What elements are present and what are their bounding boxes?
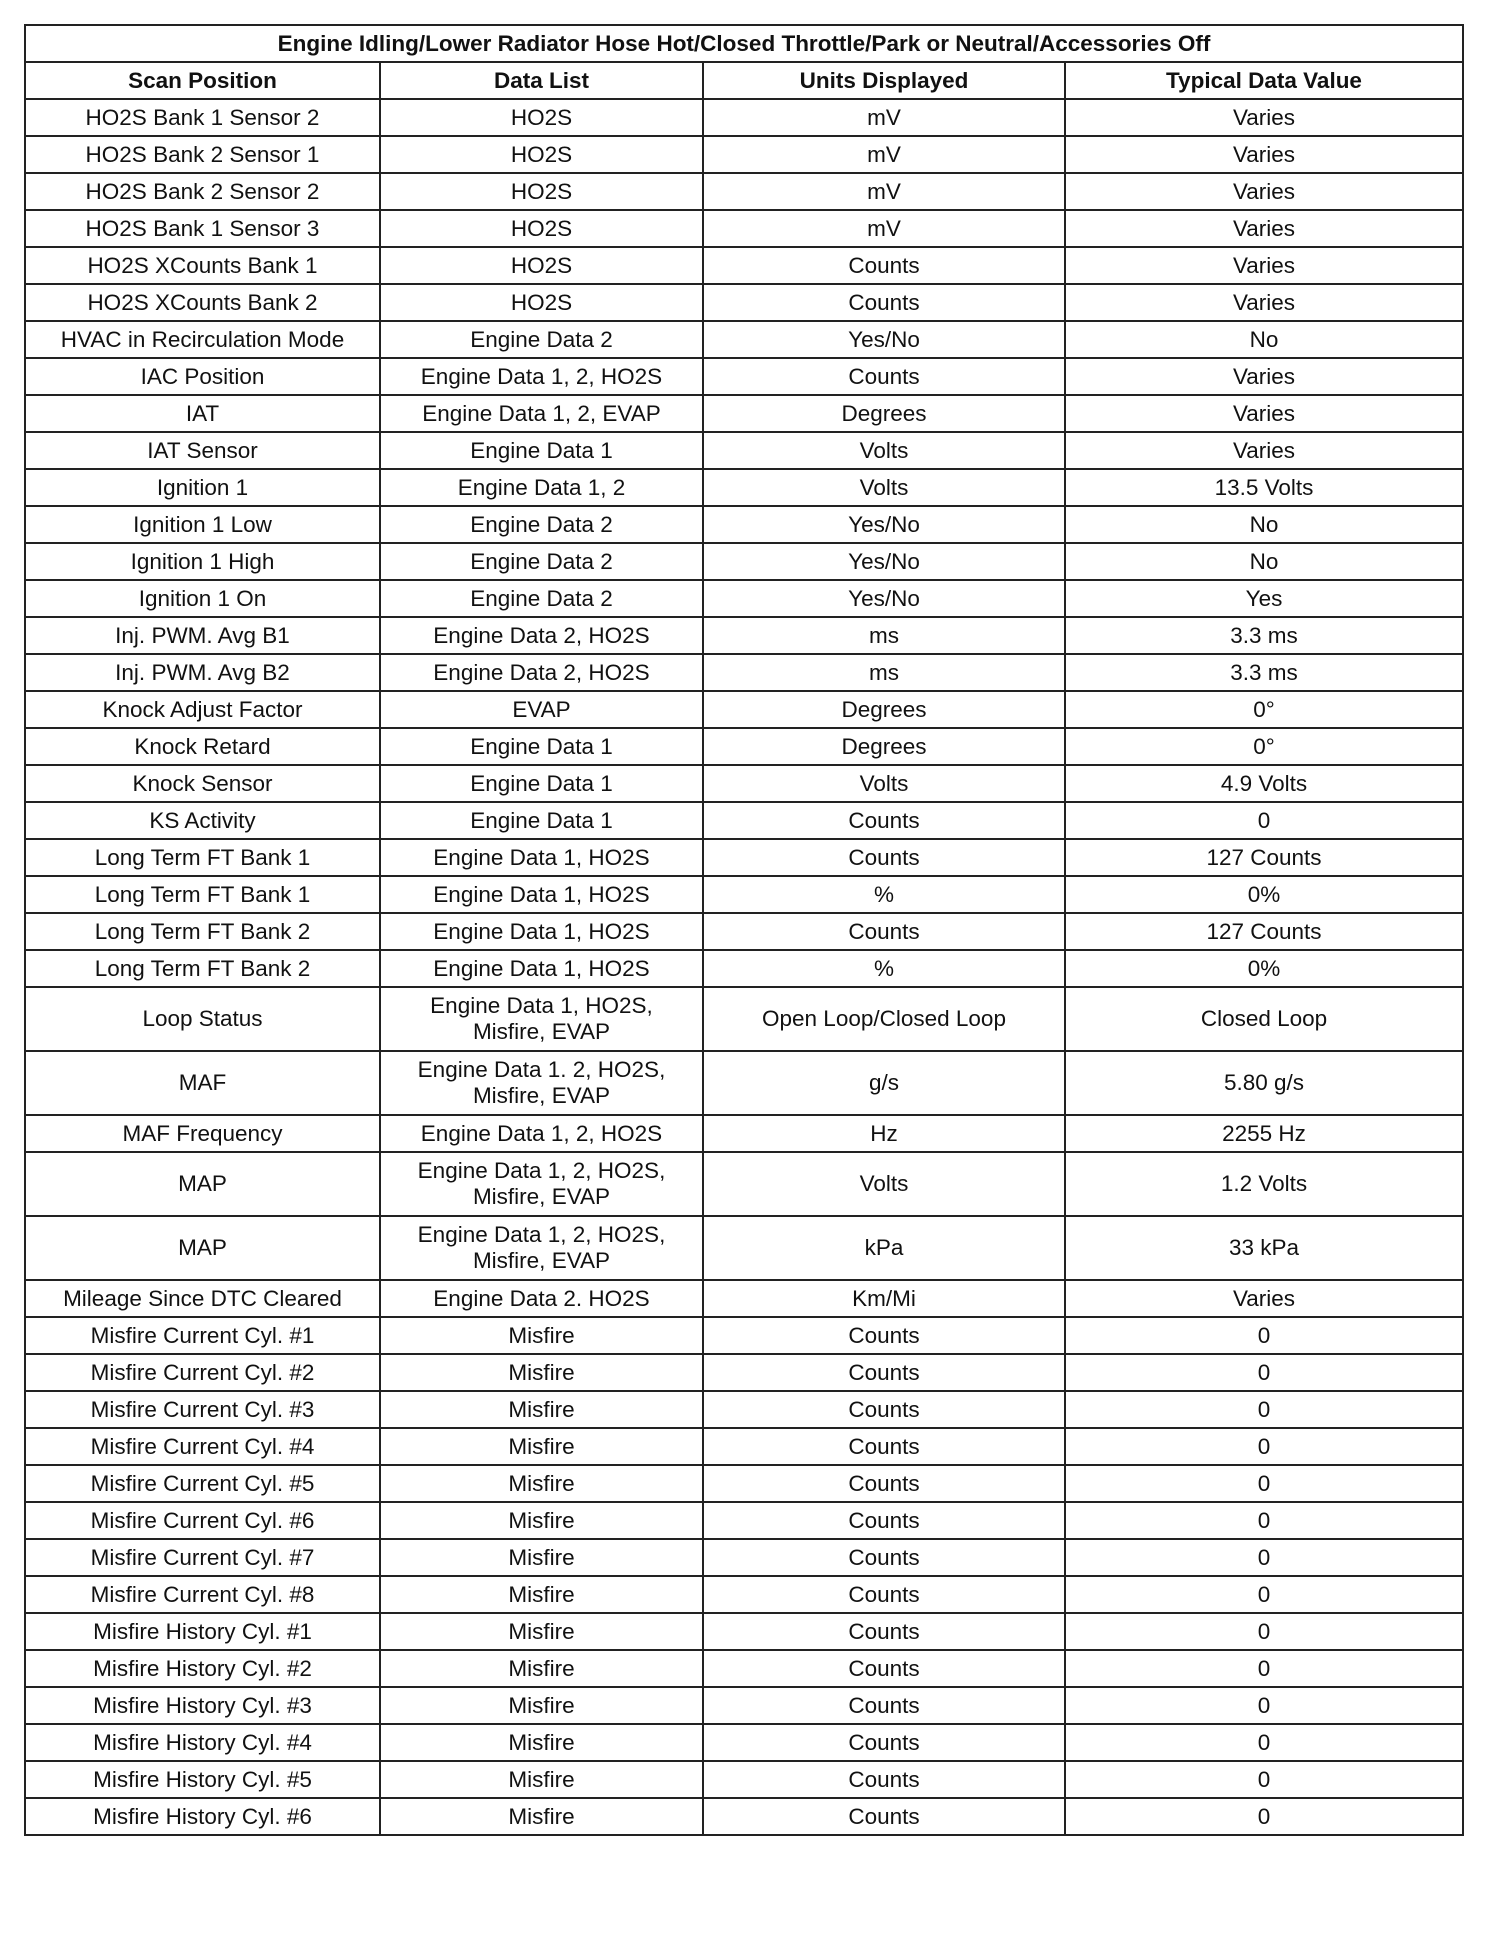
- table-row: [25, 1724, 1463, 1761]
- typical-data-value-cell: 0%: [1065, 950, 1463, 987]
- units-displayed-cell: mV: [703, 99, 1065, 136]
- data-list-cell: Engine Data 1: [380, 765, 703, 802]
- units-displayed-cell: Counts: [703, 1428, 1065, 1465]
- units-displayed-cell: ms: [703, 617, 1065, 654]
- table-row: [25, 617, 1463, 654]
- scan-position-cell: HO2S Bank 1 Sensor 3: [25, 210, 380, 247]
- scan-position-cell: HO2S Bank 2 Sensor 1: [25, 136, 380, 173]
- scan-position-cell: HVAC in Recirculation Mode: [25, 321, 380, 358]
- units-displayed-cell: kPa: [703, 1216, 1065, 1280]
- data-list-cell: HO2S: [380, 136, 703, 173]
- table-row: [25, 358, 1463, 395]
- units-displayed-cell: Yes/No: [703, 543, 1065, 580]
- table-row: [25, 284, 1463, 321]
- scan-position-cell: Ignition 1: [25, 469, 380, 506]
- units-displayed-cell: Counts: [703, 1576, 1065, 1613]
- scan-position-cell: Misfire History Cyl. #4: [25, 1724, 380, 1761]
- typical-data-value-cell: No: [1065, 321, 1463, 358]
- typical-data-value-cell: Varies: [1065, 99, 1463, 136]
- table-row: [25, 1280, 1463, 1317]
- table-row: [25, 876, 1463, 913]
- table-row: [25, 395, 1463, 432]
- data-list-cell: Engine Data 1: [380, 432, 703, 469]
- typical-data-value-cell: 33 kPa: [1065, 1216, 1463, 1280]
- typical-data-value-cell: 4.9 Volts: [1065, 765, 1463, 802]
- scan-position-cell: Misfire Current Cyl. #8: [25, 1576, 380, 1613]
- typical-data-value-cell: Varies: [1065, 247, 1463, 284]
- data-list-cell: Engine Data 1, 2, HO2S, Misfire, EVAP: [380, 1152, 703, 1216]
- units-displayed-cell: Counts: [703, 1724, 1065, 1761]
- scan-position-cell: MAP: [25, 1216, 380, 1280]
- table-row: [25, 839, 1463, 876]
- units-displayed-cell: Counts: [703, 1650, 1065, 1687]
- data-list-cell: Misfire: [380, 1761, 703, 1798]
- data-list-cell: Engine Data 2: [380, 580, 703, 617]
- data-list-cell: Engine Data 1, HO2S: [380, 913, 703, 950]
- typical-data-value-cell: Yes: [1065, 580, 1463, 617]
- typical-data-value-cell: 127 Counts: [1065, 913, 1463, 950]
- units-displayed-cell: g/s: [703, 1051, 1065, 1115]
- data-list-cell: Engine Data 1, HO2S: [380, 950, 703, 987]
- data-list-cell: Engine Data 2: [380, 321, 703, 358]
- typical-data-value-cell: 0: [1065, 1391, 1463, 1428]
- data-list-cell: Misfire: [380, 1391, 703, 1428]
- data-list-cell: Engine Data 1, 2, HO2S: [380, 358, 703, 395]
- table-row: [25, 1465, 1463, 1502]
- units-displayed-cell: mV: [703, 173, 1065, 210]
- data-list-cell: HO2S: [380, 284, 703, 321]
- units-displayed-cell: Open Loop/Closed Loop: [703, 987, 1065, 1051]
- table-row: [25, 321, 1463, 358]
- data-list-cell: Misfire: [380, 1724, 703, 1761]
- typical-data-value-cell: Varies: [1065, 395, 1463, 432]
- typical-data-value-cell: Varies: [1065, 1280, 1463, 1317]
- units-displayed-cell: Counts: [703, 1502, 1065, 1539]
- scan-position-cell: Ignition 1 High: [25, 543, 380, 580]
- scan-position-cell: MAP: [25, 1152, 380, 1216]
- typical-data-value-cell: 5.80 g/s: [1065, 1051, 1463, 1115]
- scan-data-table: [24, 24, 1464, 1836]
- typical-data-value-cell: 127 Counts: [1065, 839, 1463, 876]
- data-list-cell: Engine Data 1, HO2S: [380, 876, 703, 913]
- typical-data-value-cell: No: [1065, 543, 1463, 580]
- scan-position-cell: Ignition 1 On: [25, 580, 380, 617]
- units-displayed-cell: %: [703, 950, 1065, 987]
- column-header-scan-position: Scan Position: [25, 62, 380, 99]
- data-list-cell: Misfire: [380, 1465, 703, 1502]
- table-row: [25, 1613, 1463, 1650]
- scan-position-cell: Knock Retard: [25, 728, 380, 765]
- table-row: [25, 1576, 1463, 1613]
- typical-data-value-cell: 0: [1065, 1613, 1463, 1650]
- data-list-cell: EVAP: [380, 691, 703, 728]
- units-displayed-cell: ms: [703, 654, 1065, 691]
- units-displayed-cell: Degrees: [703, 728, 1065, 765]
- scan-position-cell: Long Term FT Bank 1: [25, 876, 380, 913]
- units-displayed-cell: Counts: [703, 1539, 1065, 1576]
- scan-position-cell: Misfire Current Cyl. #7: [25, 1539, 380, 1576]
- data-list-cell: HO2S: [380, 173, 703, 210]
- units-displayed-cell: Counts: [703, 1761, 1065, 1798]
- data-list-cell: Engine Data 2. HO2S: [380, 1280, 703, 1317]
- scan-position-cell: MAF Frequency: [25, 1115, 380, 1152]
- data-list-cell: Engine Data 1, 2, EVAP: [380, 395, 703, 432]
- data-list-cell: HO2S: [380, 210, 703, 247]
- data-list-cell: Engine Data 1, HO2S: [380, 839, 703, 876]
- column-header-units-displayed: Units Displayed: [703, 62, 1065, 99]
- data-list-cell: Misfire: [380, 1650, 703, 1687]
- units-displayed-cell: Volts: [703, 432, 1065, 469]
- units-displayed-cell: Counts: [703, 284, 1065, 321]
- typical-data-value-cell: Varies: [1065, 173, 1463, 210]
- typical-data-value-cell: 0°: [1065, 728, 1463, 765]
- units-displayed-cell: Counts: [703, 839, 1065, 876]
- units-displayed-cell: Counts: [703, 1391, 1065, 1428]
- table-row: [25, 432, 1463, 469]
- data-list-cell: Engine Data 1, 2, HO2S: [380, 1115, 703, 1152]
- table-row: [25, 987, 1463, 1051]
- scan-position-cell: HO2S Bank 2 Sensor 2: [25, 173, 380, 210]
- typical-data-value-cell: 3.3 ms: [1065, 617, 1463, 654]
- typical-data-value-cell: 0: [1065, 1576, 1463, 1613]
- typical-data-value-cell: 0°: [1065, 691, 1463, 728]
- scan-position-cell: Misfire Current Cyl. #2: [25, 1354, 380, 1391]
- table-row: [25, 1798, 1463, 1835]
- table-row: [25, 136, 1463, 173]
- typical-data-value-cell: 0: [1065, 802, 1463, 839]
- table-row: [25, 1317, 1463, 1354]
- data-list-cell: HO2S: [380, 99, 703, 136]
- table-row: [25, 1650, 1463, 1687]
- scan-position-cell: Misfire Current Cyl. #5: [25, 1465, 380, 1502]
- typical-data-value-cell: 0%: [1065, 876, 1463, 913]
- scan-position-cell: Misfire History Cyl. #2: [25, 1650, 380, 1687]
- scan-position-cell: MAF: [25, 1051, 380, 1115]
- units-displayed-cell: Volts: [703, 1152, 1065, 1216]
- scan-position-cell: Misfire Current Cyl. #3: [25, 1391, 380, 1428]
- typical-data-value-cell: 0: [1065, 1317, 1463, 1354]
- units-displayed-cell: %: [703, 876, 1065, 913]
- units-displayed-cell: Counts: [703, 1613, 1065, 1650]
- table-caption-row: [25, 25, 1463, 62]
- typical-data-value-cell: 0: [1065, 1687, 1463, 1724]
- table-row: [25, 210, 1463, 247]
- data-list-cell: Misfire: [380, 1576, 703, 1613]
- data-list-cell: Engine Data 1, HO2S, Misfire, EVAP: [380, 987, 703, 1051]
- scan-position-cell: Inj. PWM. Avg B2: [25, 654, 380, 691]
- table-row: [25, 99, 1463, 136]
- data-list-cell: Misfire: [380, 1613, 703, 1650]
- table-row: [25, 802, 1463, 839]
- typical-data-value-cell: Varies: [1065, 284, 1463, 321]
- units-displayed-cell: Counts: [703, 1465, 1065, 1502]
- scan-position-cell: Knock Sensor: [25, 765, 380, 802]
- table-body: [25, 99, 1463, 1835]
- units-displayed-cell: mV: [703, 210, 1065, 247]
- scan-position-cell: Misfire History Cyl. #5: [25, 1761, 380, 1798]
- table-row: [25, 1539, 1463, 1576]
- typical-data-value-cell: 2255 Hz: [1065, 1115, 1463, 1152]
- data-list-cell: Misfire: [380, 1539, 703, 1576]
- units-displayed-cell: Degrees: [703, 691, 1065, 728]
- typical-data-value-cell: 0: [1065, 1354, 1463, 1391]
- table-row: [25, 580, 1463, 617]
- table-row: [25, 1761, 1463, 1798]
- table-row: [25, 654, 1463, 691]
- units-displayed-cell: Counts: [703, 1317, 1065, 1354]
- data-list-cell: Engine Data 2: [380, 543, 703, 580]
- units-displayed-cell: Yes/No: [703, 506, 1065, 543]
- scan-position-cell: Misfire Current Cyl. #6: [25, 1502, 380, 1539]
- data-list-cell: Misfire: [380, 1687, 703, 1724]
- scan-position-cell: Misfire Current Cyl. #4: [25, 1428, 380, 1465]
- scan-position-cell: Loop Status: [25, 987, 380, 1051]
- scan-position-cell: HO2S Bank 1 Sensor 2: [25, 99, 380, 136]
- scan-position-cell: Misfire History Cyl. #3: [25, 1687, 380, 1724]
- scan-position-cell: Knock Adjust Factor: [25, 691, 380, 728]
- units-displayed-cell: Counts: [703, 247, 1065, 284]
- scan-position-cell: Misfire Current Cyl. #1: [25, 1317, 380, 1354]
- scan-position-cell: Inj. PWM. Avg B1: [25, 617, 380, 654]
- typical-data-value-cell: 3.3 ms: [1065, 654, 1463, 691]
- table-row: [25, 1428, 1463, 1465]
- table-row: [25, 1354, 1463, 1391]
- table-row: [25, 950, 1463, 987]
- scan-position-cell: IAT Sensor: [25, 432, 380, 469]
- data-list-cell: Engine Data 2, HO2S: [380, 617, 703, 654]
- data-list-cell: Misfire: [380, 1798, 703, 1835]
- data-list-cell: Engine Data 2: [380, 506, 703, 543]
- table-header-row: [25, 62, 1463, 99]
- typical-data-value-cell: 0: [1065, 1502, 1463, 1539]
- table-row: [25, 1502, 1463, 1539]
- table-row: [25, 1051, 1463, 1115]
- table-row: [25, 1216, 1463, 1280]
- table-row: [25, 913, 1463, 950]
- scan-position-cell: IAT: [25, 395, 380, 432]
- units-displayed-cell: Counts: [703, 1354, 1065, 1391]
- table-row: [25, 1687, 1463, 1724]
- data-list-cell: Misfire: [380, 1354, 703, 1391]
- typical-data-value-cell: 0: [1065, 1539, 1463, 1576]
- typical-data-value-cell: 1.2 Volts: [1065, 1152, 1463, 1216]
- typical-data-value-cell: No: [1065, 506, 1463, 543]
- units-displayed-cell: Hz: [703, 1115, 1065, 1152]
- typical-data-value-cell: Varies: [1065, 210, 1463, 247]
- units-displayed-cell: Counts: [703, 802, 1065, 839]
- table-row: [25, 1391, 1463, 1428]
- typical-data-value-cell: 0: [1065, 1724, 1463, 1761]
- units-displayed-cell: Km/Mi: [703, 1280, 1065, 1317]
- scan-position-cell: HO2S XCounts Bank 2: [25, 284, 380, 321]
- table-row: [25, 469, 1463, 506]
- data-list-cell: Engine Data 1: [380, 802, 703, 839]
- table-caption: Engine Idling/Lower Radiator Hose Hot/Closed Throttle/Park or Neutral/Accessories Off: [25, 25, 1463, 62]
- table-row: [25, 506, 1463, 543]
- data-list-cell: Engine Data 1, 2, HO2S, Misfire, EVAP: [380, 1216, 703, 1280]
- typical-data-value-cell: 0: [1065, 1650, 1463, 1687]
- scan-data-sheet: [24, 24, 1462, 1836]
- column-header-data-list: Data List: [380, 62, 703, 99]
- table-row: [25, 247, 1463, 284]
- typical-data-value-cell: Varies: [1065, 432, 1463, 469]
- scan-position-cell: IAC Position: [25, 358, 380, 395]
- units-displayed-cell: Yes/No: [703, 580, 1065, 617]
- scan-position-cell: Long Term FT Bank 2: [25, 950, 380, 987]
- units-displayed-cell: mV: [703, 136, 1065, 173]
- scan-position-cell: Misfire History Cyl. #1: [25, 1613, 380, 1650]
- column-header-typical-data-value: Typical Data Value: [1065, 62, 1463, 99]
- table-row: [25, 1115, 1463, 1152]
- data-list-cell: Engine Data 1, 2: [380, 469, 703, 506]
- units-displayed-cell: Counts: [703, 1687, 1065, 1724]
- units-displayed-cell: Counts: [703, 358, 1065, 395]
- data-list-cell: Misfire: [380, 1502, 703, 1539]
- scan-position-cell: Long Term FT Bank 1: [25, 839, 380, 876]
- units-displayed-cell: Counts: [703, 913, 1065, 950]
- table-row: [25, 543, 1463, 580]
- data-list-cell: Misfire: [380, 1428, 703, 1465]
- data-list-cell: HO2S: [380, 247, 703, 284]
- scan-position-cell: Ignition 1 Low: [25, 506, 380, 543]
- typical-data-value-cell: 13.5 Volts: [1065, 469, 1463, 506]
- units-displayed-cell: Degrees: [703, 395, 1065, 432]
- units-displayed-cell: Yes/No: [703, 321, 1065, 358]
- typical-data-value-cell: 0: [1065, 1465, 1463, 1502]
- scan-position-cell: Long Term FT Bank 2: [25, 913, 380, 950]
- units-displayed-cell: Volts: [703, 469, 1065, 506]
- typical-data-value-cell: Closed Loop: [1065, 987, 1463, 1051]
- table-row: [25, 691, 1463, 728]
- table-row: [25, 1152, 1463, 1216]
- table-row: [25, 173, 1463, 210]
- scan-position-cell: KS Activity: [25, 802, 380, 839]
- data-list-cell: Misfire: [380, 1317, 703, 1354]
- table-row: [25, 728, 1463, 765]
- typical-data-value-cell: Varies: [1065, 358, 1463, 395]
- units-displayed-cell: Counts: [703, 1798, 1065, 1835]
- typical-data-value-cell: 0: [1065, 1798, 1463, 1835]
- table-row: [25, 765, 1463, 802]
- scan-position-cell: Misfire History Cyl. #6: [25, 1798, 380, 1835]
- typical-data-value-cell: 0: [1065, 1428, 1463, 1465]
- data-list-cell: Engine Data 1: [380, 728, 703, 765]
- scan-position-cell: HO2S XCounts Bank 1: [25, 247, 380, 284]
- data-list-cell: Engine Data 1. 2, HO2S, Misfire, EVAP: [380, 1051, 703, 1115]
- data-list-cell: Engine Data 2, HO2S: [380, 654, 703, 691]
- units-displayed-cell: Volts: [703, 765, 1065, 802]
- scan-position-cell: Mileage Since DTC Cleared: [25, 1280, 380, 1317]
- typical-data-value-cell: 0: [1065, 1761, 1463, 1798]
- typical-data-value-cell: Varies: [1065, 136, 1463, 173]
